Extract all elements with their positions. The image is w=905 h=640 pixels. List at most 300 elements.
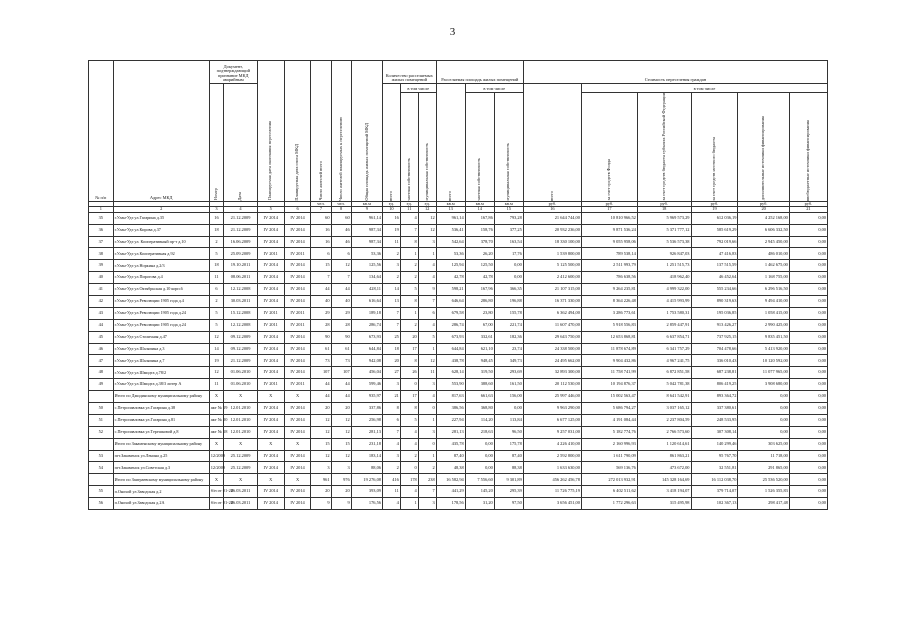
table-cell: 5 918 556,83 bbox=[581, 319, 637, 331]
table-cell: 53,36 bbox=[436, 248, 465, 260]
table-cell: IV 2014 bbox=[284, 272, 311, 284]
table-cell: 14 bbox=[209, 343, 224, 355]
col-doc-number-header: Номер bbox=[209, 84, 224, 202]
col-address-header: Адрес МКД bbox=[113, 61, 209, 202]
table-cell: 17,76 bbox=[494, 248, 523, 260]
table-cell: 11 bbox=[418, 367, 436, 379]
table-cell: 19 bbox=[209, 355, 224, 367]
table-row bbox=[89, 248, 828, 260]
table-cell: X bbox=[284, 391, 311, 403]
table-cell: 6 bbox=[311, 248, 331, 260]
table-cell: 12 bbox=[311, 414, 331, 426]
table-cell: 612 036,19 bbox=[691, 212, 738, 224]
table-cell: 5 182 774,76 bbox=[581, 426, 637, 438]
table-cell: 7 bbox=[382, 319, 400, 331]
table-cell: 4 bbox=[382, 498, 400, 510]
table-cell: г.Улан-Удэ ул.Шаляпина д.7 bbox=[113, 355, 209, 367]
table-cell: 9 257 031,00 bbox=[523, 426, 581, 438]
table-cell: 6 362 494,00 bbox=[523, 307, 581, 319]
table-row bbox=[89, 236, 828, 248]
table-cell: 161,50 bbox=[494, 379, 523, 391]
table-cell: 7 bbox=[400, 224, 418, 236]
table-cell: X bbox=[257, 391, 284, 403]
table-cell: 337 380,61 bbox=[691, 403, 738, 415]
table-cell: 26 bbox=[400, 367, 418, 379]
table-cell: 97,50 bbox=[494, 498, 523, 510]
table-cell: 6 bbox=[382, 414, 400, 426]
table-cell: 621,10 bbox=[465, 343, 494, 355]
table-cell: 332,61 bbox=[465, 331, 494, 343]
table-cell: 792 019,66 bbox=[691, 236, 738, 248]
table-cell: X bbox=[224, 391, 258, 403]
table-cell: 238 bbox=[418, 474, 436, 486]
table-cell: 687 238,81 bbox=[691, 367, 738, 379]
table-cell: 661,63 bbox=[465, 391, 494, 403]
table-cell: 5 413 920,00 bbox=[738, 343, 789, 355]
table-cell: 2 511 993,79 bbox=[581, 260, 637, 272]
table-cell: 44 bbox=[311, 379, 331, 391]
col-cost-total-header: всего bbox=[523, 84, 581, 202]
table-cell: 7 bbox=[311, 272, 331, 284]
table-cell: 4 bbox=[400, 486, 418, 498]
table-cell: 0,00 bbox=[494, 403, 523, 415]
table-cell: 5 969 573,29 bbox=[637, 212, 691, 224]
table-cell: 435,78 bbox=[436, 438, 465, 450]
table-cell: 196,88 bbox=[494, 296, 523, 308]
table-cell: IV 2011 bbox=[284, 319, 311, 331]
table-cell: 44 bbox=[331, 391, 351, 403]
table-cell: 1 526 355,83 bbox=[738, 486, 789, 498]
table-cell: Итого по Закаменскому муниципальному району bbox=[113, 438, 209, 450]
table-cell: 14 bbox=[382, 284, 400, 296]
table-cell: 31,20 bbox=[465, 498, 494, 510]
table-cell: 15 002 563,47 bbox=[581, 391, 637, 403]
table-cell: 8 641 542,91 bbox=[637, 391, 691, 403]
table-cell: 961 bbox=[311, 474, 331, 486]
table-cell: 11 607 470,00 bbox=[523, 319, 581, 331]
table-cell: 25 536 520,00 bbox=[738, 474, 789, 486]
table-cell: 0,00 bbox=[738, 391, 789, 403]
table-cell: 3 bbox=[382, 379, 400, 391]
table-cell: 12 bbox=[209, 331, 224, 343]
table-cell: 25.12.2009 bbox=[224, 462, 258, 474]
table-cell: 60 bbox=[331, 212, 351, 224]
table-cell: 256,98 bbox=[351, 414, 382, 426]
table-cell: 16 112 038,70 bbox=[691, 474, 738, 486]
table-cell: 6 296 516,50 bbox=[738, 284, 789, 296]
table-cell: 913 426,27 bbox=[691, 319, 738, 331]
table-cell: 11 bbox=[209, 379, 224, 391]
table-cell: X bbox=[257, 438, 284, 450]
table-cell: IV 2014 bbox=[257, 331, 284, 343]
table-cell: 890 319,63 bbox=[691, 296, 738, 308]
table-cell: 0,00 bbox=[789, 450, 827, 462]
table-cell: 47 416,83 bbox=[691, 248, 738, 260]
table-cell: 102 367,13 bbox=[691, 498, 738, 510]
table-cell: 20 bbox=[382, 355, 400, 367]
table-cell: 295,39 bbox=[494, 486, 523, 498]
table-cell: X bbox=[209, 391, 224, 403]
table-cell: 12 bbox=[331, 260, 351, 272]
table-cell: г.Улан-Удэ ул. Кооперативный пр-т д.10 bbox=[113, 236, 209, 248]
table-cell: 88,06 bbox=[351, 462, 382, 474]
table-cell: 2 859 447,91 bbox=[637, 319, 691, 331]
table-cell: 4 967 241,75 bbox=[637, 355, 691, 367]
table-cell: 0,00 bbox=[789, 260, 827, 272]
table-cell: IV 2011 bbox=[257, 307, 284, 319]
table-cell: 0,00 bbox=[789, 343, 827, 355]
table-cell: 0,00 bbox=[789, 486, 827, 498]
table-cell: 2 412 600,00 bbox=[523, 272, 581, 284]
table-cell: IV 2014 bbox=[284, 367, 311, 379]
table-cell: 646,64 bbox=[436, 296, 465, 308]
table-cell: 189,18 bbox=[351, 307, 382, 319]
table-cell: пгт.Закаменск ул.Советская д.3 bbox=[113, 462, 209, 474]
table-cell: г.Улан-Удэ ул.Революции 1905 года д.24 bbox=[113, 307, 209, 319]
table-cell: 5 371 777,12 bbox=[637, 224, 691, 236]
table-cell: с.Петропавловка ул.Гагарина д.38 bbox=[113, 403, 209, 415]
table-cell: 486 010,00 bbox=[738, 248, 789, 260]
table-cell: 20 932 236,00 bbox=[523, 224, 581, 236]
table-cell: 29 bbox=[311, 307, 331, 319]
table-cell: 6 606 332,50 bbox=[738, 224, 789, 236]
table-cell: 281,13 bbox=[351, 426, 382, 438]
table-cell: 43 bbox=[89, 307, 114, 319]
table-cell: 9 bbox=[331, 498, 351, 510]
table-cell: г.Улан-Удэ ул.Кооперативная д.92 bbox=[113, 248, 209, 260]
table-row bbox=[89, 486, 828, 498]
table-cell: акт № 18 bbox=[209, 426, 224, 438]
table-row bbox=[89, 331, 828, 343]
table-cell: 0,00 bbox=[494, 272, 523, 284]
table-cell: 3 bbox=[418, 426, 436, 438]
table-cell: 20 bbox=[311, 403, 331, 415]
table-cell: X bbox=[284, 438, 311, 450]
table-cell: IV 2014 bbox=[284, 296, 311, 308]
col-count-private-header: частная собственность bbox=[400, 93, 418, 202]
table-cell: 272 013 932,91 bbox=[581, 474, 637, 486]
table-cell: п.Онохой ул.Заводская д.2 bbox=[113, 486, 209, 498]
table-cell: 9 bbox=[311, 498, 331, 510]
table-cell: 42,78 bbox=[436, 272, 465, 284]
table-cell: IV 2014 bbox=[257, 498, 284, 510]
table-cell: 0,00 bbox=[789, 498, 827, 510]
table-cell: 44 bbox=[331, 379, 351, 391]
table-cell: 218,63 bbox=[465, 426, 494, 438]
col-doc-date-header: Дата bbox=[224, 84, 258, 202]
table-row bbox=[89, 403, 828, 415]
table-cell: 3 908 680,00 bbox=[738, 379, 789, 391]
table-cell: 9 871 536,24 bbox=[581, 224, 637, 236]
table-cell: IV 2014 bbox=[284, 331, 311, 343]
table-cell: 15 bbox=[331, 438, 351, 450]
table-cell: 4 252 168,00 bbox=[738, 212, 789, 224]
table-cell: 12 bbox=[331, 414, 351, 426]
table-cell: 08.06.2011 bbox=[224, 272, 258, 284]
table-row bbox=[89, 212, 828, 224]
table-cell: 416 bbox=[382, 474, 400, 486]
table-cell: 9 963 290,00 bbox=[523, 403, 581, 415]
table-cell: 01.06.2010 bbox=[224, 367, 258, 379]
table-cell: 542,64 bbox=[436, 236, 465, 248]
table-cell: 628,14 bbox=[436, 367, 465, 379]
table-cell: 55 bbox=[89, 486, 114, 498]
table-cell: 53 bbox=[89, 450, 114, 462]
table-cell: 6 bbox=[418, 307, 436, 319]
table-cell: 163,54 bbox=[494, 236, 523, 248]
table-cell: 585 619,29 bbox=[691, 224, 738, 236]
table-cell: 4 bbox=[418, 260, 436, 272]
col-extra-header: внебюджетные источники финансирования bbox=[789, 93, 827, 202]
table-cell: 88,38 bbox=[494, 462, 523, 474]
table-cell: 7 bbox=[382, 426, 400, 438]
table-cell: 12 653 868,81 bbox=[581, 331, 637, 343]
table-cell: 6 637 854,71 bbox=[637, 331, 691, 343]
table-cell: 319,50 bbox=[465, 367, 494, 379]
table-cell: 49 bbox=[89, 379, 114, 391]
table-cell: 704 478,66 bbox=[691, 343, 738, 355]
table-cell: 3 bbox=[382, 260, 400, 272]
table-cell: 976 bbox=[331, 474, 351, 486]
table-cell: 13 bbox=[382, 296, 400, 308]
table-cell: 12 bbox=[311, 426, 331, 438]
table-cell: 2 bbox=[400, 319, 418, 331]
table-cell: 61 bbox=[311, 343, 331, 355]
table-cell: 4 226 410,00 bbox=[523, 438, 581, 450]
table-cell: X bbox=[209, 474, 224, 486]
table-cell: 25.12.2009 bbox=[224, 450, 258, 462]
table-cell: 11 077 965,00 bbox=[738, 367, 789, 379]
table-cell: 12 bbox=[331, 426, 351, 438]
table-cell: 1 bbox=[418, 450, 436, 462]
table-cell: 40 bbox=[89, 272, 114, 284]
table-cell: 12 bbox=[331, 450, 351, 462]
table-cell: 2 237 804,59 bbox=[637, 414, 691, 426]
table-cell: пгт.Закаменск ул.Ленина д.25 bbox=[113, 450, 209, 462]
table-cell: г.Улан-Удэ ул.Гагарина д.35 bbox=[113, 212, 209, 224]
table-cell: 4 bbox=[418, 391, 436, 403]
table-cell: IV 2011 bbox=[284, 307, 311, 319]
table-cell: 16 bbox=[382, 212, 400, 224]
table-cell: 0,00 bbox=[789, 355, 827, 367]
table-cell: 2 bbox=[400, 272, 418, 284]
table-cell: 9 264 235,81 bbox=[581, 284, 637, 296]
table-cell: 789 538,14 bbox=[581, 248, 637, 260]
col-count-municipal-header: муниципальная собственность bbox=[418, 93, 436, 202]
table-cell: 175,78 bbox=[494, 438, 523, 450]
table-cell: 0 bbox=[400, 462, 418, 474]
table-cell: X bbox=[224, 474, 258, 486]
table-row bbox=[89, 462, 828, 474]
table-cell: 18 bbox=[382, 343, 400, 355]
table-cell: 5 bbox=[400, 284, 418, 296]
table-row bbox=[89, 224, 828, 236]
table-cell: с.Петропавловка ул.Терешковой д.8 bbox=[113, 426, 209, 438]
table-cell: 54 bbox=[89, 462, 114, 474]
table-cell: IV 2014 bbox=[257, 284, 284, 296]
table-cell: IV 2014 bbox=[257, 355, 284, 367]
table-cell: 0,00 bbox=[789, 426, 827, 438]
table-cell: 7 bbox=[418, 296, 436, 308]
table-cell: 11 758 741,99 bbox=[581, 367, 637, 379]
table-cell: 37 bbox=[89, 236, 114, 248]
table-cell: 679,58 bbox=[436, 307, 465, 319]
table-cell: 182,36 bbox=[494, 331, 523, 343]
table-cell: 428,11 bbox=[351, 284, 382, 296]
table-cell: 337,86 bbox=[351, 403, 382, 415]
col-additional-header: дополнительные источники финансирования bbox=[738, 93, 789, 202]
table-cell: 368,80 bbox=[465, 403, 494, 415]
table-cell: 30.03.2011 bbox=[224, 296, 258, 308]
table-cell: IV 2014 bbox=[284, 403, 311, 415]
table-cell bbox=[89, 391, 114, 403]
table-cell: IV 2014 bbox=[257, 450, 284, 462]
table-cell: 1 bbox=[418, 248, 436, 260]
table-cell: IV 2014 bbox=[284, 355, 311, 367]
table-cell: 47 bbox=[89, 355, 114, 367]
table-cell: 1 251 515,73 bbox=[637, 260, 691, 272]
col-resettled-residents-header: Число жителей планируемых к переселению bbox=[331, 61, 351, 202]
table-cell: г.Улан-Удэ ул.Революции 1905 года д.4 bbox=[113, 296, 209, 308]
table-cell: 3 bbox=[418, 498, 436, 510]
table-cell: 0,00 bbox=[789, 414, 827, 426]
table-cell: 183,14 bbox=[351, 450, 382, 462]
table-cell: IV 2011 bbox=[257, 319, 284, 331]
table-cell: 644,84 bbox=[351, 343, 382, 355]
table-cell: 44 bbox=[331, 284, 351, 296]
table-cell: 16 371 330,00 bbox=[523, 296, 581, 308]
table-cell: 9 904 432,86 bbox=[581, 355, 637, 367]
table-cell: IV 2014 bbox=[284, 224, 311, 236]
table-cell: 87,40 bbox=[494, 450, 523, 462]
col-planned-demolition-header: Планируемая дата сноса МКД bbox=[284, 61, 311, 202]
table-cell: IV 2014 bbox=[284, 343, 311, 355]
col-area-total-header: Общая площадь жилых помещений МКД bbox=[351, 61, 382, 202]
table-cell: акт № 20 bbox=[209, 414, 224, 426]
units-row: чел. чел. кв.м ед. ед. ед. кв.м кв.м кв.м руб. руб. руб. руб. руб. руб. bbox=[89, 201, 828, 207]
table-cell: 5 536 573,38 bbox=[637, 236, 691, 248]
table-cell: 987,34 bbox=[351, 236, 382, 248]
table-cell: 46 bbox=[89, 343, 114, 355]
table-cell: IV 2014 bbox=[257, 212, 284, 224]
table-cell: 0,00 bbox=[789, 224, 827, 236]
table-cell: 286,80 bbox=[465, 296, 494, 308]
table-cell: 3 bbox=[331, 462, 351, 474]
table-cell: 36 bbox=[89, 224, 114, 236]
table-cell: 4 999 322,00 bbox=[637, 284, 691, 296]
table-cell: 987,34 bbox=[351, 224, 382, 236]
table-cell: 4 191 084,44 bbox=[581, 414, 637, 426]
table-row bbox=[89, 379, 828, 391]
table-cell: 125,94 bbox=[436, 260, 465, 272]
table-row bbox=[89, 343, 828, 355]
table-cell: IV 2014 bbox=[284, 498, 311, 510]
table-cell: г.Улан-Удэ ул.Шмидта д.38/3 литер А bbox=[113, 379, 209, 391]
table-cell: 366,35 bbox=[494, 284, 523, 296]
table-cell: 3 bbox=[418, 236, 436, 248]
table-cell: 23,74 bbox=[494, 343, 523, 355]
table-cell: 298 417,48 bbox=[738, 498, 789, 510]
table-cell: 349,73 bbox=[494, 355, 523, 367]
table-cell: 281,13 bbox=[436, 426, 465, 438]
table-cell: 5 686 794,27 bbox=[581, 403, 637, 415]
table-cell: 156,00 bbox=[494, 391, 523, 403]
table-cell: IV 2014 bbox=[257, 343, 284, 355]
table-cell: 3 bbox=[311, 462, 331, 474]
table-cell: 379 714,07 bbox=[691, 486, 738, 498]
table-cell: 1 168 755,00 bbox=[738, 272, 789, 284]
table-cell: 5 125 500,00 bbox=[523, 260, 581, 272]
table-cell: IV 2014 bbox=[284, 450, 311, 462]
table-cell: 1 611 790,09 bbox=[581, 450, 637, 462]
table-cell: 1 bbox=[418, 414, 436, 426]
table-cell: 9 bbox=[418, 284, 436, 296]
table-cell: 41 bbox=[89, 284, 114, 296]
table-cell: X bbox=[284, 474, 311, 486]
table-cell: 441,29 bbox=[436, 486, 465, 498]
table-cell: 15 bbox=[311, 438, 331, 450]
table-cell: 7 bbox=[382, 307, 400, 319]
table-cell: 39 bbox=[89, 260, 114, 272]
table-cell: 140 299,46 bbox=[691, 438, 738, 450]
table-cell: 0,00 bbox=[789, 438, 827, 450]
table-cell: г.Улан-Удэ ул.Октябрьская д.10 корп.6 bbox=[113, 284, 209, 296]
table-cell: 231,18 bbox=[351, 438, 382, 450]
table-cell: 388,60 bbox=[465, 379, 494, 391]
table-cell: 21 bbox=[382, 391, 400, 403]
table-cell: 178 bbox=[400, 474, 418, 486]
table-cell: 0 bbox=[400, 379, 418, 391]
table-cell: 19.10.2011 bbox=[224, 260, 258, 272]
table-row bbox=[89, 307, 828, 319]
table-cell: 6 872 851,58 bbox=[637, 367, 691, 379]
table-cell: 5 bbox=[400, 414, 418, 426]
table-cell: 61 bbox=[331, 343, 351, 355]
table-cell: X bbox=[224, 438, 258, 450]
table-cell: 5 bbox=[418, 331, 436, 343]
table-cell: 307 308,14 bbox=[691, 426, 738, 438]
table-cell: 23,80 bbox=[465, 307, 494, 319]
table-cell: 16 bbox=[311, 224, 331, 236]
table-cell: 48 bbox=[89, 367, 114, 379]
table-cell: 0,00 bbox=[789, 272, 827, 284]
table-cell: 2 bbox=[400, 260, 418, 272]
table-cell: 5 bbox=[209, 319, 224, 331]
table-cell: г.Улан-Удэ ул.Кирова д.37 bbox=[113, 224, 209, 236]
table-cell: 4 bbox=[382, 438, 400, 450]
table-cell: 11 bbox=[382, 486, 400, 498]
table-row bbox=[89, 391, 828, 403]
table-cell: 0,00 bbox=[494, 260, 523, 272]
table-cell: 8 bbox=[400, 355, 418, 367]
table-cell: 16.06.2009 bbox=[224, 236, 258, 248]
table-row bbox=[89, 284, 828, 296]
table-cell: 125,56 bbox=[351, 260, 382, 272]
table-cell: 0,00 bbox=[789, 307, 827, 319]
table-cell: 09.12.2009 bbox=[224, 331, 258, 343]
area-group-header: Расселяемая площадь жилых помещений bbox=[436, 61, 523, 84]
resettlement-table bbox=[88, 60, 828, 510]
table-cell: 12.12.2008 bbox=[224, 319, 258, 331]
table-cell: 67,00 bbox=[465, 319, 494, 331]
table-cell: 29 643 750,00 bbox=[523, 331, 581, 343]
table-cell: 2 592 800,00 bbox=[523, 450, 581, 462]
table-cell: 0,00 bbox=[789, 284, 827, 296]
table-cell: 25.09.2009 bbox=[224, 248, 258, 260]
col-count-total-header: всего bbox=[382, 84, 400, 202]
table-cell: 644,84 bbox=[436, 343, 465, 355]
table-cell: IV 2014 bbox=[257, 367, 284, 379]
